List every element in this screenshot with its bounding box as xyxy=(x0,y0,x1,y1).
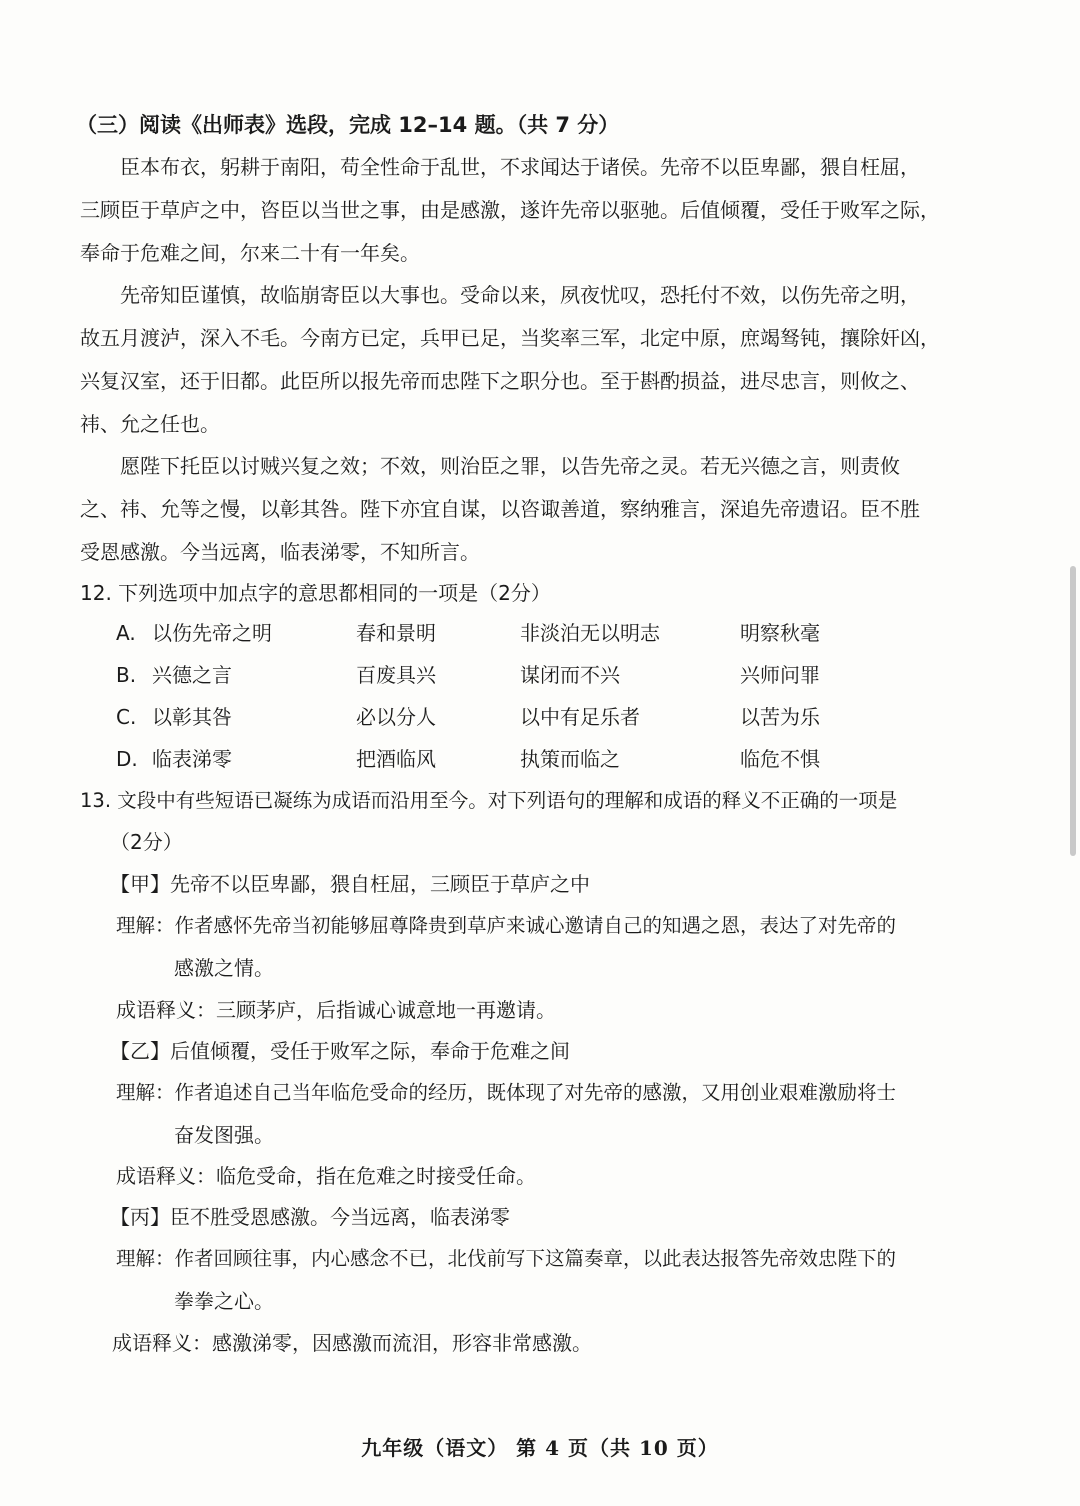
passage-line: 祎、允之任也。 xyxy=(80,412,220,436)
quote-yi: 【乙】后值倾覆，受任于败军之际，奉命于危难之间 xyxy=(110,1039,570,1063)
option-item: 以中有足乐者 xyxy=(520,705,640,729)
option-item: 明察秋毫 xyxy=(740,621,820,645)
passage-line: 三顾臣于草庐之中，咨臣以当世之事，由是感激，遂许先帝以驱驰。后值倾覆，受任于败军之际， xyxy=(80,198,940,222)
page-scrollbar[interactable] xyxy=(1070,566,1076,856)
option-label: B. xyxy=(116,663,137,687)
passage-line: 受恩感激。今当远离，临表涕零，不知所言。 xyxy=(80,540,480,564)
option-item: 春和景明 xyxy=(356,621,436,645)
idiom-yi: 成语释义：临危受命，指在危难之时接受任命。 xyxy=(116,1164,536,1188)
page-footer: 九年级（语文） 第 4 页（共 10 页） xyxy=(361,1436,719,1460)
idiom-bing: 成语释义：感激涕零，因感激而流泪，形容非常感激。 xyxy=(112,1331,592,1355)
question-13-score: （2分） xyxy=(110,830,183,854)
option-item: 执策而临之 xyxy=(520,747,620,771)
quote-bing: 【丙】臣不胜受恩感激。今当远离，临表涕零 xyxy=(110,1205,510,1229)
question-13-stem: 13. 文段中有些短语已凝练为成语而沿用至今。对下列语句的理解和成语的释义不正确的一项是 xyxy=(80,789,898,812)
option-item: 临危不惧 xyxy=(740,747,820,771)
option-label: C. xyxy=(116,705,137,729)
passage-line: 奉命于危难之间，尔来二十有一年矣。 xyxy=(80,241,420,265)
passage-line: 先帝知臣谨慎，故临崩寄臣以大事也。受命以来，夙夜忧叹，恐托付不效，以伤先帝之明， xyxy=(120,283,920,307)
option-item: 以苦为乐 xyxy=(740,705,820,729)
passage-line: 之、祎、允等之慢，以彰其咎。陛下亦宜自谋，以咨诹善道，察纳雅言，深追先帝遗诏。臣不胜 xyxy=(80,497,920,521)
understanding-bing-cont: 拳拳之心。 xyxy=(174,1289,274,1313)
question-12-stem: 12. 下列选项中加点字的意思都相同的一项是（2分） xyxy=(80,581,551,605)
passage-line: 故五月渡泸，深入不毛。今南方已定，兵甲已足，当奖率三军，北定中原，庶竭驽钝，攘除奸凶， xyxy=(80,326,940,350)
option-item: 把酒临风 xyxy=(356,747,436,771)
idiom-jia: 成语释义：三顾茅庐，后指诚心诚意地一再邀请。 xyxy=(116,998,556,1022)
passage-line: 兴复汉室，还于旧都。此臣所以报先帝而忠陛下之职分也。至于斟酌损益，进尽忠言，则攸之、 xyxy=(80,369,920,393)
option-item: 非淡泊无以明志 xyxy=(520,621,660,645)
option-item: 以伤先帝之明 xyxy=(152,621,272,645)
option-item: 百废具兴 xyxy=(356,663,436,687)
understanding-yi-cont: 奋发图强。 xyxy=(174,1123,274,1147)
option-item: 临表涕零 xyxy=(152,747,232,771)
option-item: 谋闭而不兴 xyxy=(520,663,620,687)
understanding-jia-cont: 感激之情。 xyxy=(174,956,274,980)
understanding-jia: 理解：作者感怀先帝当初能够屈尊降贵到草庐来诚心邀请自己的知遇之恩，表达了对先帝的 xyxy=(116,914,897,937)
understanding-yi: 理解：作者追述自己当年临危受命的经历，既体现了对先帝的感激，又用创业艰难激励将士 xyxy=(116,1081,897,1104)
option-label: D. xyxy=(116,747,138,771)
section-heading: （三）阅读《出师表》选段，完成 12–14 题。（共 7 分） xyxy=(76,113,620,137)
passage-line: 臣本布衣，躬耕于南阳，苟全性命于乱世，不求闻达于诸侯。先帝不以臣卑鄙，猥自枉屈， xyxy=(120,155,920,179)
option-item: 兴师问罪 xyxy=(740,663,820,687)
option-label: A. xyxy=(116,621,136,645)
quote-jia: 【甲】先帝不以臣卑鄙，猥自枉屈，三顾臣于草庐之中 xyxy=(110,872,590,896)
passage-line: 愿陛下托臣以讨贼兴复之效；不效，则治臣之罪，以告先帝之灵。若无兴德之言，则责攸 xyxy=(120,454,900,478)
understanding-bing: 理解：作者回顾往事，内心感念不已，北伐前写下这篇奏章，以此表达报答先帝效忠陛下的 xyxy=(116,1247,897,1270)
option-item: 必以分人 xyxy=(356,705,436,729)
option-item: 兴德之言 xyxy=(152,663,232,687)
option-item: 以彰其咎 xyxy=(152,705,232,729)
